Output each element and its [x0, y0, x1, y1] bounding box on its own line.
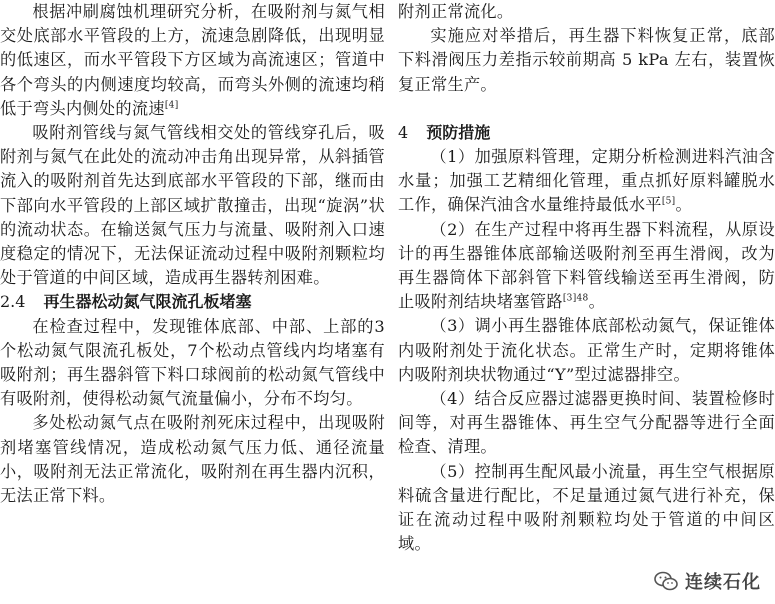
- citation: [4]: [164, 100, 179, 111]
- paragraph: [0, 411, 385, 508]
- list-item: [398, 218, 775, 315]
- list-item: [398, 314, 775, 387]
- spacer: [398, 97, 775, 121]
- citation: [3]48: [562, 293, 589, 304]
- paragraph-text: 附剂正常流化。: [398, 2, 514, 21]
- list-item-text: （4）结合反应器过滤器更换时间、装置检修时间等，对再生器锥体、再生空气分配器等进行全面检查、清理。: [398, 389, 775, 457]
- section-number: 2.4: [0, 292, 26, 312]
- paragraph-text: 多处松动氮气点在吸附剂死床过程中，出现吸附剂堵塞管线情况，造成松动氮气压力低、通径流量小，吸附剂无法正常流化，吸附剂在再生器内沉积，无法正常下料。: [0, 413, 385, 506]
- section-title: 预防措施: [426, 122, 491, 142]
- list-item: [398, 145, 775, 218]
- paragraph-text: 在检查过程中，发现锥体底部、中部、上部的3个松动氮气限流孔板处，7个松动点管线内均堵塞有吸附剂；再生器斜管下料口球阀前的松动氮气管线中有吸附剂，使得松动氮气流量偏小，分布不均匀。: [0, 316, 385, 409]
- watermark-text: 连续石化: [685, 572, 761, 593]
- paragraph: [0, 0, 385, 121]
- paragraph: [0, 315, 385, 412]
- paragraph-text: 吸附剂管线与氮气管线相交处的管线穿孔后，吸附剂与氮气在此处的流动冲击角出现异常，从斜插管流入的吸附剂首先达到底部水平管段的下部，继而由下部向水平管段的上部区域扩散撞击，出现“旋涡”状的流动状态。在输送氮气压力与流量、吸附剂入口速度稳定的情况下，无法保证流动过程中吸附剂颗粒均处于管道的中间区域，造成再生器转剂困难。: [0, 123, 385, 288]
- punctuation: 。: [588, 292, 606, 312]
- citation: [5]: [661, 197, 676, 208]
- section-heading: [0, 290, 385, 314]
- paragraph: [398, 24, 775, 97]
- section-number: 4: [398, 122, 409, 142]
- section-title: 再生器松动氮气限流孔板堵塞: [43, 292, 252, 312]
- wechat-icon: [653, 568, 679, 594]
- left-column: [0, 0, 385, 508]
- punctuation: 。: [675, 195, 692, 215]
- list-item-text: （5）控制再生配风最小流量，再生空气根据原料硫含量进行配比，不足量通过氮气进行补充，保证在流动过程中吸附剂颗粒均处于管道的中间区域。: [398, 461, 775, 554]
- paragraph-text: 实施应对举措后，再生器下料恢复正常，底部下料滑阀压力差指示较前期高 5 kPa 左右，装置恢复正常生产。: [398, 26, 775, 94]
- list-item: [398, 387, 775, 460]
- watermark: [647, 566, 767, 596]
- paragraph: [0, 121, 385, 290]
- list-item-text: （1）加强原料管理，定期分析检测进料汽油含水量；加强工艺精细化管理，重点抓好原料罐脱水工作，确保汽油含水量维持最低水平: [398, 147, 775, 215]
- paragraph-text: 根据冲刷腐蚀机理研究分析，在吸附剂与氮气相交处底部水平管段的上方，流速急剧降低，出现明显的低速区，而水平管段下方区域为高流速区；管道中各个弯头的内侧速度均较高，而弯头外侧的流速均稍低于弯头内侧处的流速: [0, 2, 385, 118]
- section-heading: [398, 121, 775, 145]
- right-column: [398, 0, 775, 556]
- list-item-text: （2）在生产过程中将再生器下料流程，从原设计的再生器锥体底部输送吸附剂至再生滑阀，改为再生器筒体下部斜管下料管线输送至再生滑阀，防止吸附剂结块堵塞管路: [398, 219, 775, 312]
- paragraph: [398, 0, 775, 24]
- list-item: [398, 460, 775, 557]
- list-item-text: （3）调小再生器锥体底部松动氮气，保证锥体内吸附剂处于流化状态。正常生产时，定期将锥体内吸附剂块状物通过“Y”型过滤器排空。: [398, 316, 775, 384]
